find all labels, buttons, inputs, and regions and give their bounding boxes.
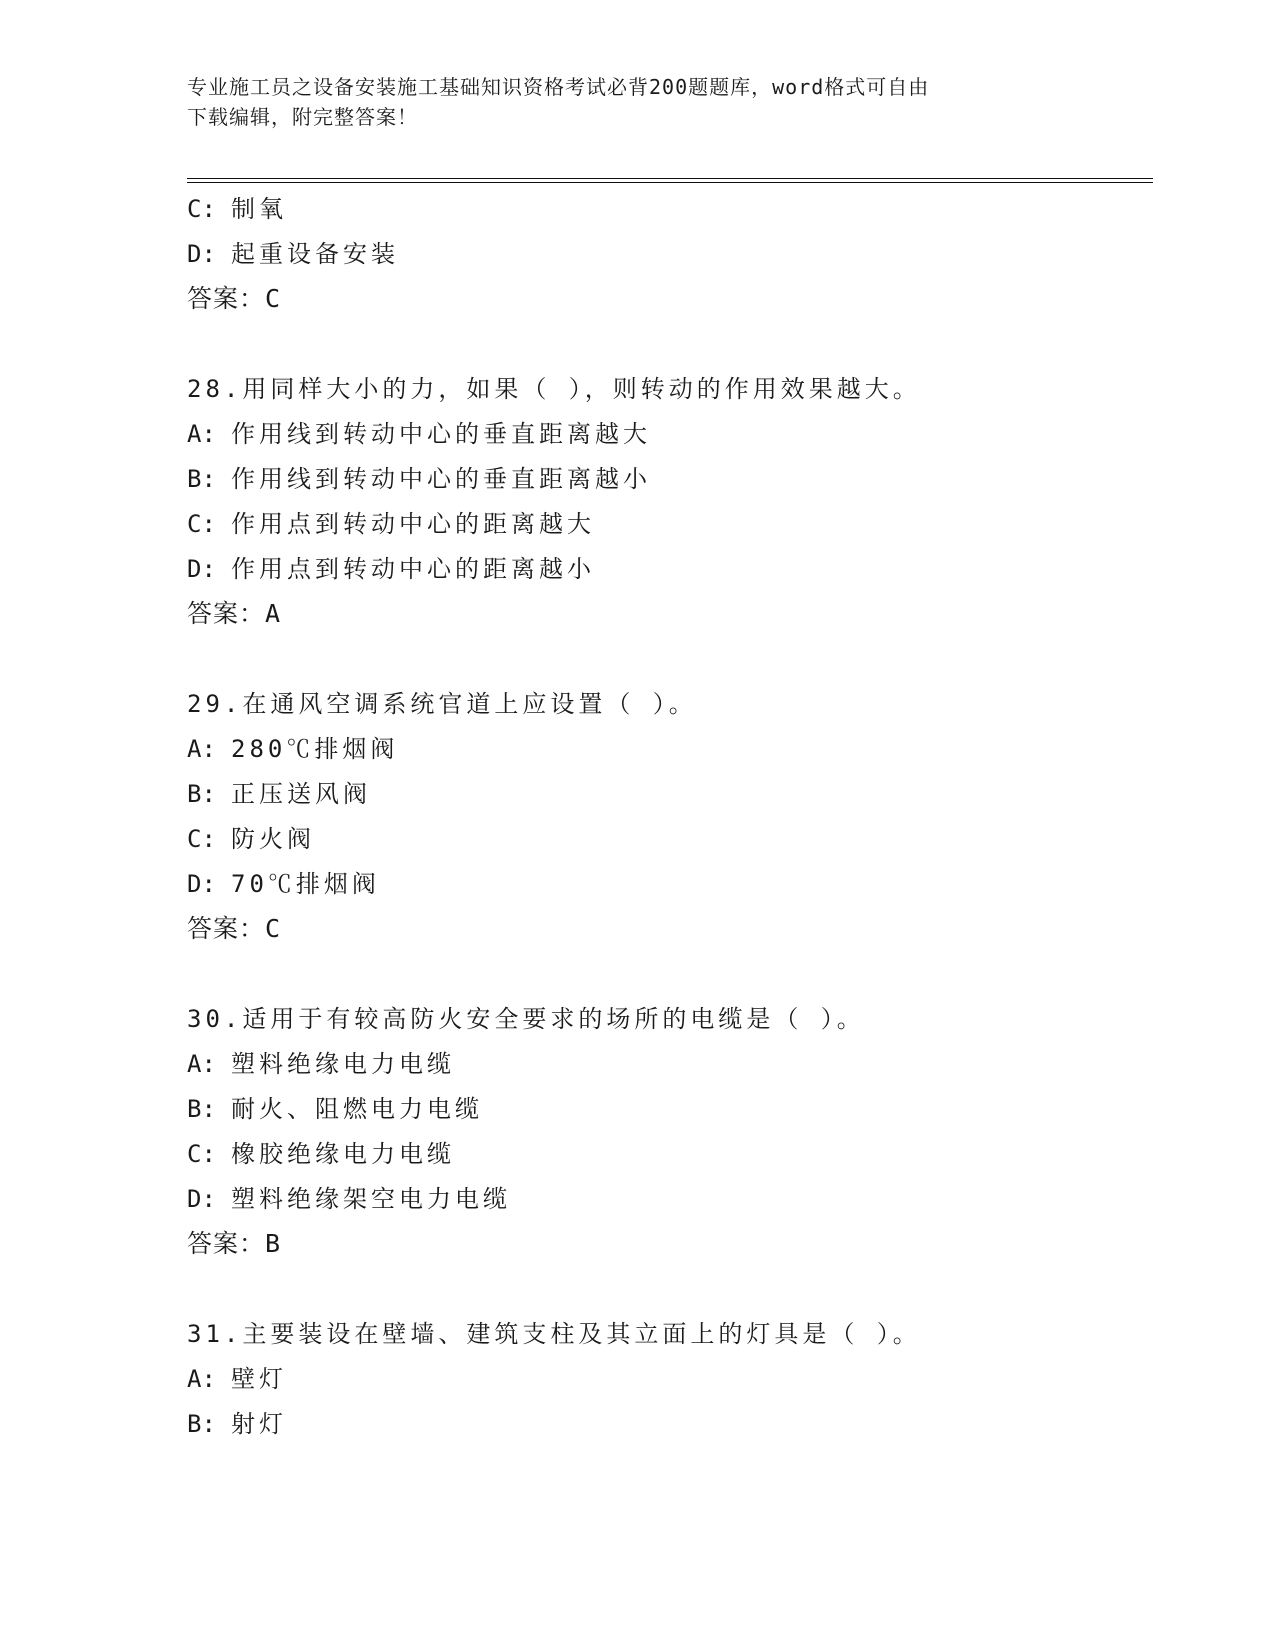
option-text: 制氧 xyxy=(231,195,287,223)
option-text: 作用线到转动中心的垂直距离越小 xyxy=(231,465,651,493)
option-a xyxy=(187,419,651,449)
option-text: 作用点到转动中心的距离越小 xyxy=(231,555,595,583)
option-b xyxy=(187,1094,483,1124)
header-divider-top xyxy=(187,178,1153,179)
option-a xyxy=(187,1049,455,1079)
option-key: D: xyxy=(187,555,216,583)
option-c xyxy=(187,194,287,224)
option-key: A: xyxy=(187,1365,216,1393)
option-key: D: xyxy=(187,1185,216,1213)
option-text: 正压送风阀 xyxy=(231,780,371,808)
option-key: A: xyxy=(187,735,216,763)
option-text: 耐火、阻燃电力电缆 xyxy=(231,1095,483,1123)
option-a xyxy=(187,1364,287,1394)
header-line-1: 专业施工员之设备安装施工基础知识资格考试必背200题题库，word格式可自由 xyxy=(187,75,930,99)
option-d xyxy=(187,554,595,584)
option-text: 橡胶绝缘电力电缆 xyxy=(231,1140,455,1168)
option-d xyxy=(187,1184,511,1214)
option-text: 作用线到转动中心的垂直距离越大 xyxy=(231,420,651,448)
header-line-2: 下载编辑，附完整答案！ xyxy=(187,105,418,129)
header-divider-bottom xyxy=(187,182,1153,183)
option-b xyxy=(187,779,371,809)
option-key: B: xyxy=(187,1410,216,1438)
option-text: 防火阀 xyxy=(231,825,315,853)
answer-line: 答案：B xyxy=(187,1229,282,1258)
option-c xyxy=(187,824,315,854)
option-key: B: xyxy=(187,465,216,493)
option-key: D: xyxy=(187,240,216,268)
document-header xyxy=(187,72,1067,132)
option-text: 70℃排烟阀 xyxy=(231,870,380,898)
answer-line: 答案：C xyxy=(187,914,282,943)
option-key: C: xyxy=(187,195,216,223)
option-a xyxy=(187,734,398,764)
option-text: 起重设备安装 xyxy=(231,240,399,268)
option-key: B: xyxy=(187,1095,216,1123)
option-text: 塑料绝缘架空电力电缆 xyxy=(231,1185,511,1213)
question-stem: 29.在通风空调系统官道上应设置（ ）。 xyxy=(187,690,697,718)
option-key: B: xyxy=(187,780,216,808)
option-key: C: xyxy=(187,1140,216,1168)
option-key: C: xyxy=(187,510,216,538)
option-c xyxy=(187,1139,455,1169)
question-stem: 30.适用于有较高防火安全要求的场所的电缆是（ ）。 xyxy=(187,1005,865,1033)
option-b xyxy=(187,464,651,494)
question-stem: 31.主要装设在壁墙、建筑支柱及其立面上的灯具是（ ）。 xyxy=(187,1320,921,1348)
option-text: 射灯 xyxy=(231,1410,287,1438)
option-d xyxy=(187,869,380,899)
option-b xyxy=(187,1409,287,1439)
answer-line: 答案：C xyxy=(187,284,282,313)
option-key: C: xyxy=(187,825,216,853)
option-key: A: xyxy=(187,420,216,448)
option-text: 壁灯 xyxy=(231,1365,287,1393)
question-stem: 28.用同样大小的力，如果（ ），则转动的作用效果越大。 xyxy=(187,375,921,403)
option-c xyxy=(187,509,595,539)
option-text: 作用点到转动中心的距离越大 xyxy=(231,510,595,538)
option-key: D: xyxy=(187,870,216,898)
option-text: 280℃排烟阀 xyxy=(231,735,399,763)
option-key: A: xyxy=(187,1050,216,1078)
option-d xyxy=(187,239,399,269)
option-text: 塑料绝缘电力电缆 xyxy=(231,1050,455,1078)
answer-line: 答案：A xyxy=(187,599,282,628)
